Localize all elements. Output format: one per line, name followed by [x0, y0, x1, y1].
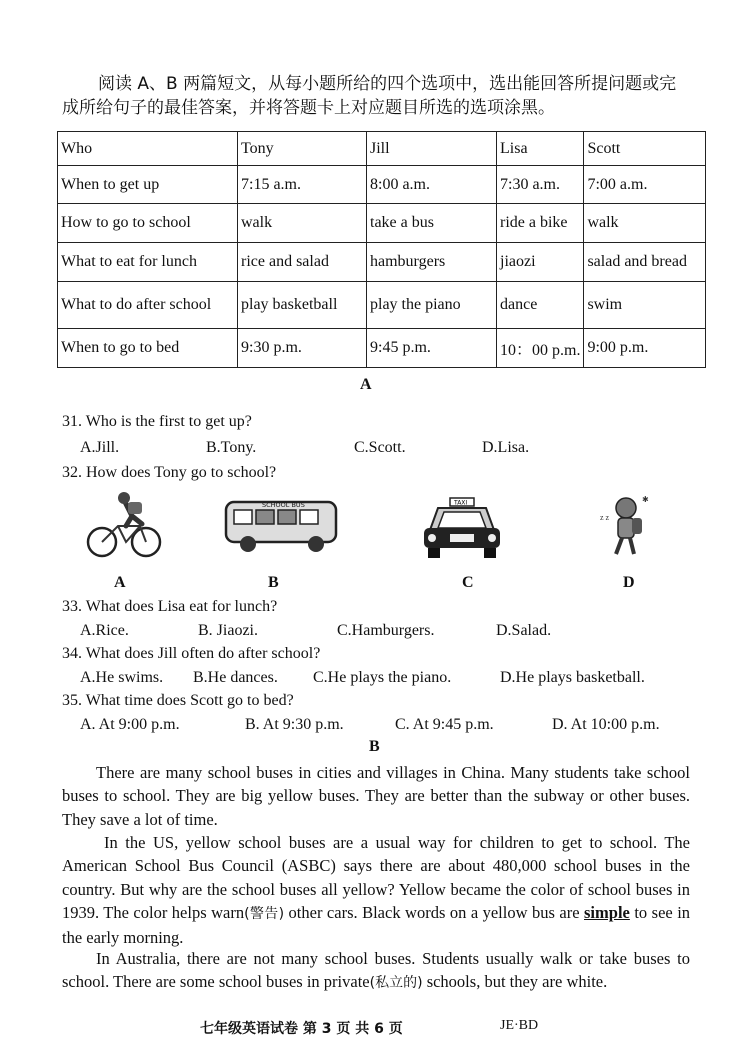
q33-option-b[interactable]: B. Jiaozi. — [198, 622, 258, 639]
table-cell: 9:00 p.m. — [584, 329, 706, 368]
table-cell: 7:30 a.m. — [497, 166, 584, 204]
table-cell: Lisa — [497, 132, 584, 166]
taxi-icon — [420, 494, 504, 560]
passage-paragraph-3 — [62, 947, 690, 996]
table-cell: Scott — [584, 132, 706, 166]
q34-option-a[interactable]: A.He swims. — [80, 669, 164, 686]
table-cell: walk — [238, 204, 367, 243]
q34-option-c[interactable]: C.He plays the piano. — [313, 669, 452, 686]
q33-option-d[interactable]: D.Salad. — [496, 622, 552, 639]
table-cell: play basketball — [238, 282, 367, 329]
table-cell: swim — [584, 282, 706, 329]
table-cell: ride a bike — [497, 204, 584, 243]
table-cell: dance — [497, 282, 584, 329]
taxi-sign: TAXI — [454, 499, 468, 507]
table-cell: Who — [58, 132, 238, 166]
paper-code: JE·BD — [500, 1018, 539, 1033]
table-cell: Tony — [238, 132, 367, 166]
table-cell: 9:30 p.m. — [238, 329, 367, 368]
table-cell: 8:00 a.m. — [367, 166, 497, 204]
q31-option-b[interactable]: B.Tony. — [206, 439, 257, 456]
paragraph-2-text-c: to see in the early morning. — [62, 902, 691, 948]
table-cell: 10：00 p.m. — [497, 329, 584, 368]
taxi-picture[interactable] — [420, 494, 504, 560]
instructions-line-1: 阅读 A、B 两篇短文，从每小题所给的四个选项中，选出能回答所提问题或完 — [98, 74, 677, 94]
section-a-heading: A — [360, 376, 372, 393]
table-cell: salad and bread — [584, 243, 706, 282]
q32-option-d[interactable]: D — [623, 574, 635, 591]
table-cell: Jill — [367, 132, 497, 166]
passage-paragraph-2 — [62, 831, 690, 949]
table-cell: rice and salad — [238, 243, 367, 282]
table-row — [58, 132, 706, 166]
table-row — [58, 166, 706, 204]
paragraph-3-text-a: In Australia, there are not many school buses. Students usually walk or take buses to school. There are some school buses in private — [62, 949, 690, 992]
walking-student-picture[interactable] — [596, 492, 656, 560]
question-35: 35. What time does Scott go to bed? — [62, 692, 294, 709]
q35-option-b[interactable]: B. At 9:30 p.m. — [245, 716, 344, 733]
question-33: 33. What does Lisa eat for lunch? — [62, 598, 278, 615]
paragraph-2-text-a: In the US, yellow school buses are a usual way for children to get to school. The American School Bus Council (ASBC) says there are about 480,000 school buses in the country. But why are the school buses all yellow? Yellow became the color of school buses in 1939. The color helps warn — [62, 833, 690, 922]
q34-option-b[interactable]: B.He dances. — [193, 669, 278, 686]
table-cell: play the piano — [367, 282, 497, 329]
paragraph-3-text-b: schools, but they are white. — [426, 972, 608, 992]
paragraph-1-text: There are many school buses in cities and villages in China. Many students take school buses to school. They are big yellow buses. They are better than the subway or other buses. They save a lot of time. — [62, 763, 690, 829]
q31-option-c[interactable]: C.Scott. — [354, 439, 406, 456]
school-bus-icon — [222, 496, 340, 554]
q32-option-c[interactable]: C — [462, 574, 474, 591]
q32-option-b[interactable]: B — [268, 574, 279, 591]
table-cell: How to go to school — [58, 204, 238, 243]
paragraph-2-text-b: other cars. Black words on a yellow bus are — [288, 902, 580, 922]
bicycle-icon — [84, 490, 164, 560]
table-cell: jiaozi — [497, 243, 584, 282]
q31-option-d[interactable]: D.Lisa. — [482, 439, 530, 456]
table-cell: walk — [584, 204, 706, 243]
walking-student-icon — [596, 492, 656, 560]
q35-option-d[interactable]: D. At 10:00 p.m. — [552, 716, 660, 733]
school-bus-picture[interactable] — [222, 496, 340, 554]
table-row — [58, 243, 706, 282]
section-b-heading: B — [369, 738, 380, 755]
info-table — [57, 131, 706, 368]
table-row — [58, 204, 706, 243]
q34-option-d[interactable]: D.He plays basketball. — [500, 669, 645, 686]
instructions — [62, 72, 702, 120]
question-31: 31. Who is the first to get up? — [62, 413, 252, 430]
q32-option-a[interactable]: A — [114, 574, 126, 591]
table-cell: When to go to bed — [58, 329, 238, 368]
table-row — [58, 329, 706, 368]
q35-option-c[interactable]: C. At 9:45 p.m. — [395, 716, 494, 733]
table-cell: When to get up — [58, 166, 238, 204]
keyword-simple: simple — [584, 902, 630, 922]
q33-option-a[interactable]: A.Rice. — [80, 622, 129, 639]
question-32: 32. How does Tony go to school? — [62, 464, 277, 481]
bus-sign: SCHOOL BUS — [262, 501, 305, 509]
question-34: 34. What does Jill often do after school? — [62, 645, 321, 662]
q31-option-a[interactable]: A.Jill. — [80, 439, 120, 456]
table-cell: 7:00 a.m. — [584, 166, 706, 204]
table-cell: hamburgers — [367, 243, 497, 282]
table-cell: What to eat for lunch — [58, 243, 238, 282]
bicycle-picture[interactable] — [84, 490, 164, 560]
q33-option-c[interactable]: C.Hamburgers. — [337, 622, 435, 639]
page-footer: 七年级英语试卷 第 3 页 共 6 页 — [200, 1021, 403, 1037]
svg-text:✱: ✱ — [642, 495, 649, 504]
paragraph-2-gloss: (警告) — [244, 905, 285, 922]
table-cell: What to do after school — [58, 282, 238, 329]
table-cell: take a bus — [367, 204, 497, 243]
paragraph-3-gloss: (私立的) — [369, 975, 423, 992]
svg-text:z z: z z — [600, 513, 610, 522]
instructions-line-2: 成所给句子的最佳答案，并将答题卡上对应题目所选的选项涂黑。 — [62, 98, 555, 118]
table-cell: 7:15 a.m. — [238, 166, 367, 204]
table-row — [58, 282, 706, 329]
passage-paragraph-1 — [62, 761, 690, 831]
table-cell: 9:45 p.m. — [367, 329, 497, 368]
q35-option-a[interactable]: A. At 9:00 p.m. — [80, 716, 180, 733]
